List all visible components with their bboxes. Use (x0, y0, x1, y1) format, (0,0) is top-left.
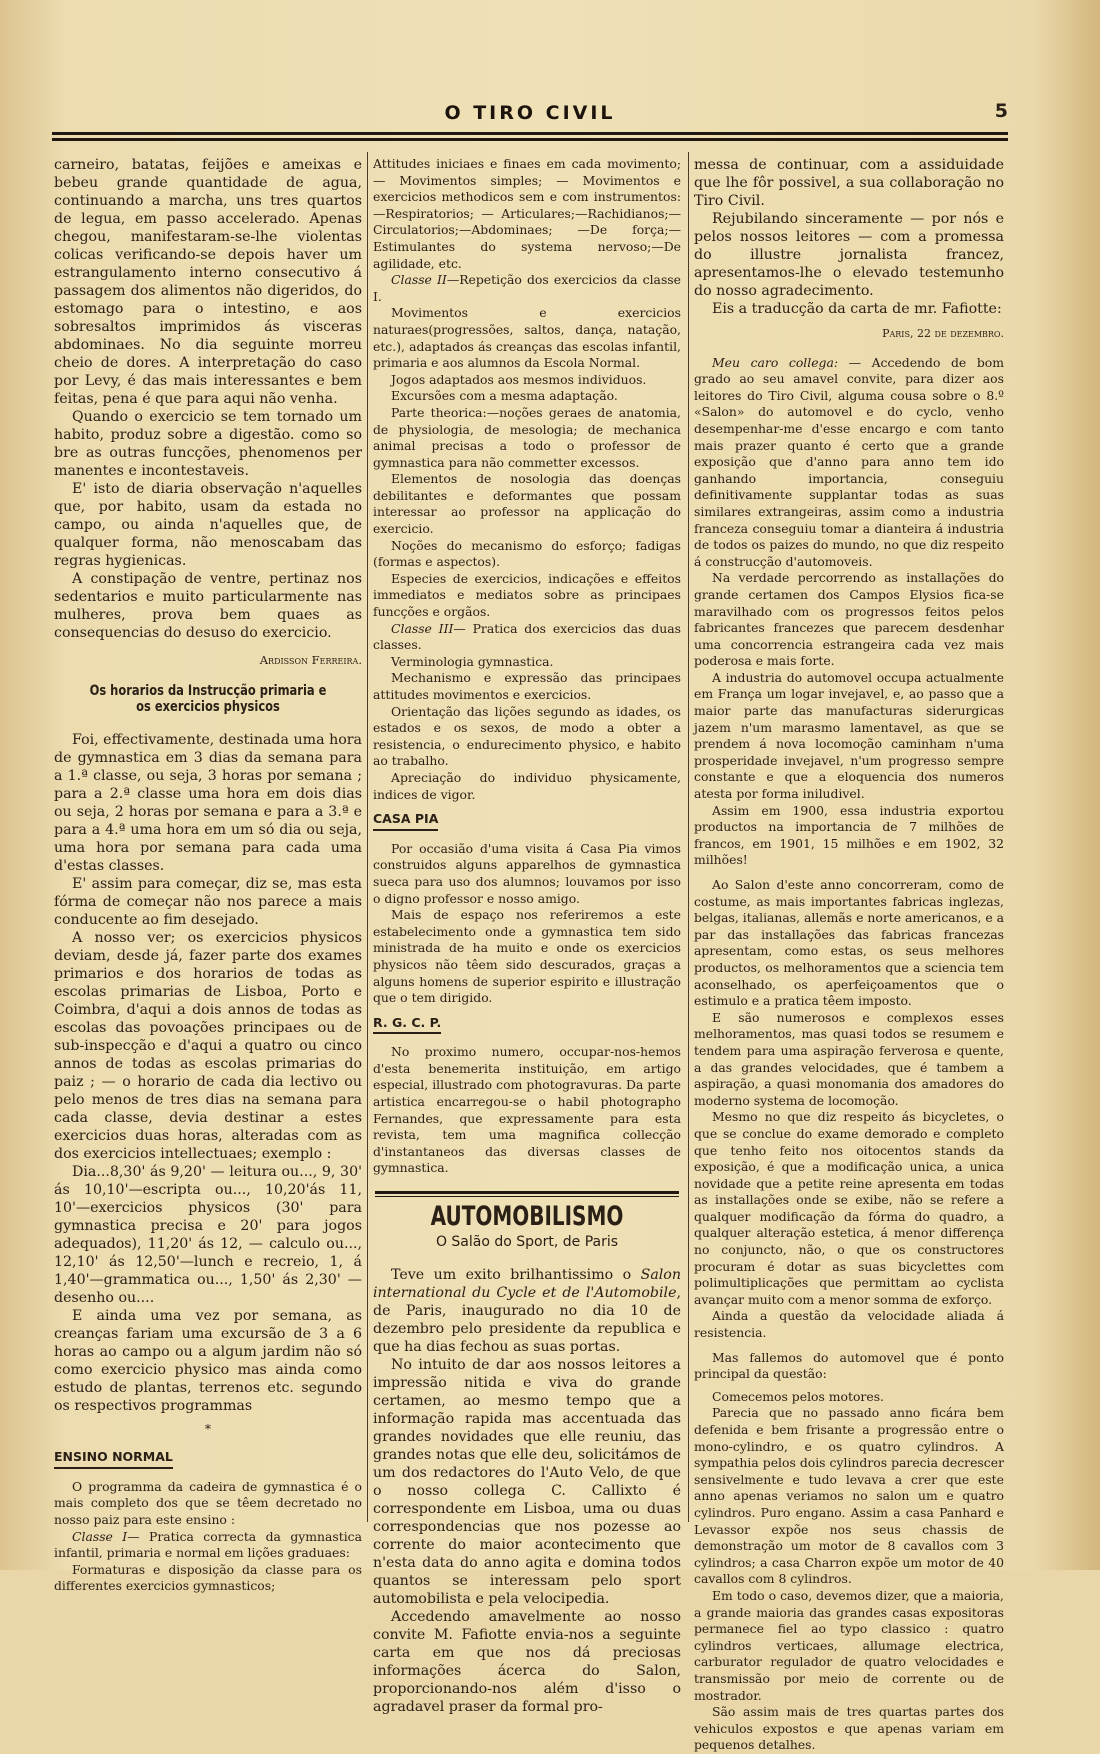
paragraph (694, 355, 1004, 571)
paragraph (373, 621, 681, 654)
paragraph: E ainda uma vez por semana, as creanças fariam uma excursão de 3 a 6 horas ao campo ou a algum jardim não só como exercicio physico mas ainda como estudo de plantas, terrenos etc. segundo os respectivos programmas (54, 1307, 362, 1414)
column-divider (367, 152, 368, 1522)
paragraph: Mesmo no que diz respeito ás bicycletes, o que se conclue do exame demorado e completo que tenho feito nos oitocentos stands da exposição, é que a modificação unica, a unica novidade que a petite reine apresenta em todas as installações onde se exibe, não se refere a qualquer modificação da fórma do quadro, a qualquer alteração estetica, á menor differença no conjuncto, não, o que os constructores procuram é dotar as suas bicyclettes com polimultiplicações que permittam ao cyclista avançar muito com a menor somma de exforço. (694, 1109, 1004, 1307)
paragraph (54, 1529, 362, 1562)
page-number: 5 (994, 100, 1008, 122)
paragraph: Excursões com a mesma adaptação. (391, 388, 618, 404)
paragraph: São assim mais de tres quartas partes dos vehiculos expostos e que apenas variam em pequenos detalhes. (694, 1704, 1004, 1753)
paragraph: E são numerosos e complexos esses melhoramentos, mas quasi todos se resumem e tendem para uma aspiração ferverosa e quente, a das grandes velocidades, que é tambem a aspiração, a quasi monomania dos amadores do moderno systema de locomoção. (694, 1009, 1004, 1108)
paragraph: Noções do mecanismo do esforço; fadigas (formas e aspectos). (373, 537, 681, 570)
section-heading: ENSINO NORMAL (54, 1449, 173, 1469)
article-subtitle: O Salão do Sport, de Paris (435, 1233, 619, 1250)
column-1 (54, 156, 362, 1595)
paragraph: Rejubilando sinceramente — por nós e pelos nossos leitores — com a promessa do illustre jornalista francez, apresentamos-lhe o elevado testemunho do nosso agradecimento. (694, 211, 1004, 299)
section-heading: R. G. C. P. (373, 1015, 441, 1035)
paragraph: Apreciação do individuo physicamente, indices de vigor. (373, 769, 681, 802)
paragraph-text: Teve um exito brilhantissimo o (391, 1267, 641, 1284)
paragraph: Attitudes iniciaes e finaes em cada movimento; — Movimentos simples; — Movimentos e exercicios methodicos sem e com instrumentos:—Respiratorios; — Articulares;—Rachidianos;—Circulatorios;—Abdominaes; —De força;—Estimulantes do systema nervoso;—De agilidade, etc. (373, 156, 681, 271)
paragraph-text: , de Paris, inaugurado no dia 10 de dezembro pelo presidente da republica e que ha dias fechou as suas portas. (373, 1285, 681, 1356)
salon-name: Salon international du Cycle et de l'Automobile (373, 1267, 681, 1302)
paragraph: Elementos de nosologia das doenças debilitantes e deformantes que possam interessar ao professor na applicação do exercicio. (373, 471, 681, 537)
paragraph: Por occasião d'uma visita á Casa Pia vimos construidos alguns apparelhos de gymnastica sueca para uso dos alumnos; louvamos por isso o digno professor e nosso amigo. (373, 840, 681, 906)
paragraph: Eis a traducção da carta de mr. Fafiotte: (712, 301, 1002, 317)
paragraph (373, 1266, 681, 1356)
paragraph: E' isto de diaria observação n'aquelles que, por habito, usam da estada no campo, ou ainda n'aquelles que, de qualquer forma, não menoscabam das regras hygienicas. (54, 481, 362, 569)
class-label: Classe III (391, 620, 454, 636)
paragraph: No intuito de dar aos nossos leitores a impressão nitida e viva do grande certamen, ao mesmo tempo que a informação rapida mas accentuada das grandes novidades que elle reuniu, das grandes notas que elle deu, solicitámos de um dos redactores do l'Auto Velo, de que o nosso collega C. Callixto é correspondente em Lisboa, uma ou duas correspondencias que nos pozesse ao corrente do maior acontecimento que n'esta data do anno agita e domina todos quantos se interessam pelo sport automobilista e pela velocipedia. (373, 1357, 681, 1608)
class-label: Classe I (72, 1528, 128, 1544)
paragraph: Na verdade percorrendo as installações do grande certamen dos Campos Elysios fica-se maravilhado com os progressos feitos pelos fabricantes francezes que parecem desdenhar uma concorrencia estrangeira cada vez mais poderosa e mais forte. (694, 570, 1004, 669)
paragraph: Verminologia gymnastica. (391, 653, 554, 669)
paragraph: messa de continuar, com a assiduidade que lhe fôr possivel, a sua collaboração no Tiro Civil. (694, 157, 1004, 209)
column-2 (373, 156, 681, 1716)
paragraph: Jogos adaptados aos mesmos individuos. (391, 371, 647, 387)
paragraph: Foi, effectivamente, destinada uma hora de gymnastica em 3 dias da semana para a 1.ª classe, ou seja, 3 horas por semana ; para a 2.ª classe uma hora em dois dias ou seja, 2 horas por semana e para a 3.ª e para a 4.ª uma hora em um só dia ou seja, uma hora por semana para cada uma d'estas classes. (54, 731, 362, 874)
article-title: Os horarios da Instrucção primaria e os exercicios physicos (89, 682, 327, 715)
paragraph: Especies de exercicios, indicações e effeitos immediatos e mediatos sobre as principaes funcções e orgãos. (373, 570, 681, 620)
class-label: Classe II (391, 272, 447, 288)
automobilismo-header (373, 1191, 681, 1233)
paragraph: Ainda a questão da velocidade aliada á resistencia. (694, 1308, 1004, 1341)
salutation: Meu caro collega: (712, 354, 839, 370)
paragraph: A constipação de ventre, pertinaz nos sedentarios e muito particularmente nas mulheres, prova bem quaes as consequencias do desuso do exercicio. (54, 571, 362, 641)
paragraph: O programma da cadeira de gymnastica é o mais completo dos que se têem decretado no nosso paiz para este ensino : (54, 1478, 362, 1527)
paragraph: Mechanismo e expressão das principaes attitudes movimentos e exercicios. (373, 670, 681, 702)
paragraph: Movimentos e exercicios naturaes(progressões, saltos, dança, natação, etc.), adaptados ás creanças das escolas infantil, primaria e aos alumnos da Escola Normal. (373, 305, 681, 371)
paragraph: Parte theorica:—noções geraes de anatomia, de physiologia, de mesologia; de mechanica animal precisas a todo o professor de gymnastica para não commetter excessos. (373, 404, 681, 470)
separator-star: * (204, 1420, 212, 1436)
paragraph: Comecemos pelos motores. (712, 1388, 884, 1404)
section-banner-title: AUTOMOBILISMO (430, 1201, 624, 1233)
paragraph: Mas fallemos do automovel que é ponto principal da questão: (694, 1349, 1004, 1382)
paragraph (373, 272, 681, 305)
paragraph: Dia...8,30' ás 9,20' — leitura ou..., 9, 30' ás 10,10'—escripta ou..., 10,20'ás 11, 10'—exercicios physicos (30' para gymnastica precisa e 20' para jogos adequados), 11,20' ás 12, — calculo ou..., 12,10' ás 12,50'—lunch e recreio, 1, á 1,40'—grammatica ou..., 1,50' ás 2,30' —desenho ou.... (54, 1163, 362, 1306)
paragraph-text: — Pratica dos exercicios das duas classes. (373, 620, 681, 653)
paragraph-text: — Pratica correcta da gymnastica infantil, primaria e normal em lições graduaes: (54, 1528, 362, 1561)
paragraph: Quando o exercicio se tem tornado um habito, produz sobre a digestão. como so bre as outras funcções, phenomenos per manentes e incontestaveis. (54, 409, 362, 479)
paragraph: Ao Salon d'este anno concorreram, como de costume, as mais importantes fabricas inglezas, belgas, italianas, allemãs e norte americanos, e a par das installações das fabricas francezas apresentam, como estas, os seus melhores productos, os melhoramentos que a sciencia tem aconselhado, os aperfeiçoamentos que o estimulo e a pratica têem imposto. (694, 877, 1005, 1009)
paragraph: Mais de espaço nos referiremos a este estabelecimento onde a gymnastica tem sido ministrada de ha muito e onde os exercicios physicos não têem sido descurados, graças a alguns homens de superior espirito e illustração que o tem dirigido. (373, 907, 681, 1006)
paragraph: A industria do automovel occupa actualmente em França um logar invejavel, e, ao passo que a maior parte das manufacturas siderurgicas jazem n'um marasmo lamentavel, as que se prendem á nova locomoção caminham n'uma prosperidade invejavel, n'um progresso sempre constante e que a eloquencia dos numeros atesta por forma iniludivel. (694, 669, 1004, 802)
paragraph: Formaturas e disposição da classe para os differentes exercicios gymnasticos; (54, 1561, 362, 1594)
heading-rule (375, 1196, 679, 1197)
paragraph: E' assim para começar, diz se, mas esta fórma de começar não nos parece a mais conducente ao fim desejado. (54, 875, 362, 928)
paragraph-text: — Accedendo de bom grado ao seu amavel convite, para dizer aos leitores do Tiro Civil, alguma cousa sobre o 8.º «Salon» do automovel e do cyclo, venho desempenhar-me d'esse encargo e com tanto mais prazer quanto é certo que a grande exposição que d'anno para anno tem ido ganhando importancia, conseguiu definitivamente supplantar todas as suas similares extrangeiras, assim como a industria franceza conseguiu tomar a dianteira á industria de todos os paizes do mundo, no que diz respeito á construcção d'automoveis. (694, 354, 1004, 569)
paragraph: Parecia que no passado anno ficára bem defenida e bem frisante a progressão entre o mono-cylindro, e os quatro cylindros. A sympathia pelos dois cylindros parecia decrescer sensivelmente e tudo levava a crer que este anno apenas veriamos no salon um e quatro cylindros. Puro engano. Assim a casa Panhard e Levassor expõe nos seus chassis de demonstração um motor de 8 cavallos com 3 cylindros; a casa Charron expõe um motor de 40 cavallos com 8 cylindros. (694, 1405, 1004, 1587)
masthead-title: O TIRO CIVIL (444, 102, 616, 124)
author-signature: Ardisson Ferreira. (259, 653, 362, 667)
letter-dateline: Paris, 22 de dezembro. (882, 327, 1004, 340)
paragraph: No proximo numero, occupar-nos-hemos d'esta benemerita instituição, em artigo especial, illustrado com photogravuras. Da parte artistica encarregou-se o habil photographo Fernandes, que expressamente para esta revista, tem uma magnifica collecção d'instantaneos das diversas classes de gymnastica. (373, 1044, 681, 1176)
column-3 (694, 156, 1004, 1754)
section-heading: CASA PIA (373, 811, 438, 831)
heading-rule (375, 1191, 679, 1194)
header-rule (52, 132, 1008, 144)
column-divider (688, 152, 689, 1522)
paragraph: Orientação das lições segundo as idades, os estados e os sexos, de modo a obter a resistencia, o endurecimento physico, e habito ao trabalho. (373, 703, 681, 769)
paragraph: Accedendo amavelmente ao nosso convite M. Fafiotte envia-nos a seguinte carta em que nos dá preciosas informações ácerca do Salon, proporcionando-nos além d'isso o agradavel praser da formal pro- (373, 1609, 681, 1716)
paragraph: carneiro, batatas, feijões e ameixas e bebeu grande quantidade de agua, continuando a marcha, uns tres quartos de legua, em passo accelerado. Apenas chegou, manifestaram-se-lhe violentas colicas verificando-se depois haver um estrangulamento interno consecutivo á passagem dos alimentos não digeridos, do estomago para o intestino, e aos sobresaltos imprimidos ás visceras abdominaes. No dia seguinte morreu cheio de dores. A interpretação do caso por Levy, é das mais interessantes e bem feitas, pena é que para aqui não venha. (54, 157, 362, 407)
paragraph: Em todo o caso, devemos dizer, que a maioria, a grande maioria das grandes casas expositoras permanece fiel ao typo classico : quatro cylindros verticaes, allumage electrica, carburator regulador de quatro velocidades e transmissão por meio de corrente ou de mostrador. (694, 1587, 1004, 1703)
paragraph: Assim em 1900, essa industria exportou productos na importancia de 7 milhões de francos, em 1901, 15 milhões e em 1902, 32 milhões! (694, 802, 1004, 868)
paragraph: A nosso ver; os exercicios physicos deviam, desde já, fazer parte dos exames primarios e dos horarios de todas as escolas primarias de Lisboa, Porto e Coimbra, d'aqui a dois annos de todas as escolas das povoações principaes ou de sub-inspecção e d'aqui a quatro ou cinco annos de todas as escolas primarias do paiz ; — o horario de cada dia lectivo ou pelo menos de tres dias na semana para cada classe, devia destinar a estes exercicios duas horas, alteradas com as dos exercicios intellectuaes; exemplo : (54, 929, 362, 1162)
paragraph-text: —Repetição dos exercicios da classe I. (373, 272, 681, 304)
